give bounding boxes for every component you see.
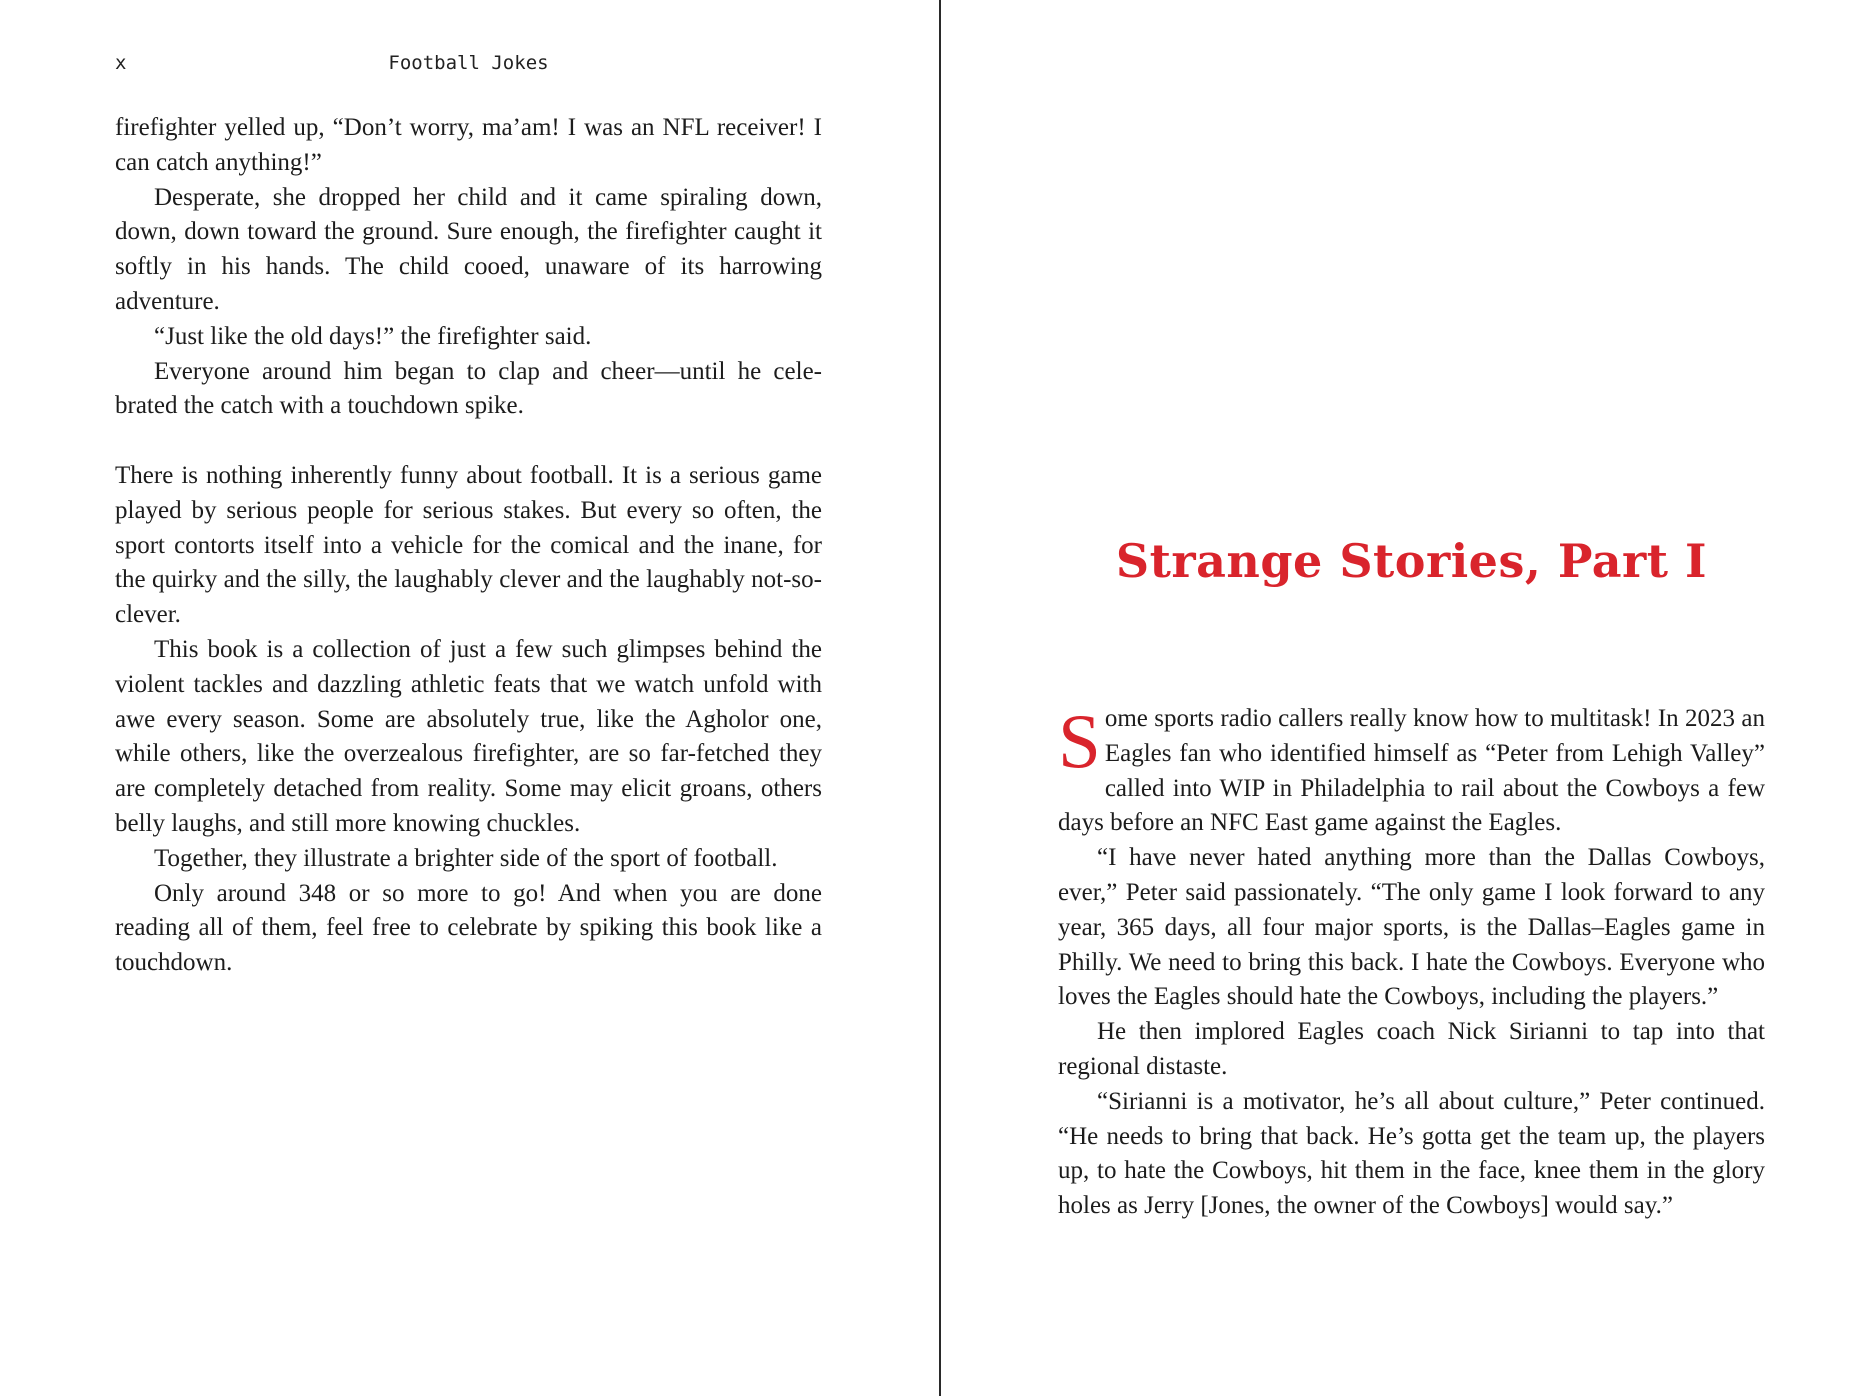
- paragraph: There is nothing inherently funny about football. It is a serious game played by serious people for serious stakes. But every so often, the sport contorts itself into a vehicle for the comical and the inane, for the quirky and the silly, the laughably clever and the laughably not-so-clever.: [115, 461, 822, 629]
- paragraph: Only around 348 or so more to go! And when you are done reading all of them, feel free to celebrate by spiking this book like a touchdown.: [115, 879, 822, 977]
- paragraph: He then implored Eagles coach Nick Sirianni to tap into that regional distaste.: [1058, 1018, 1765, 1080]
- drop-cap: S: [1058, 698, 1101, 784]
- right-page: [1058, 0, 1765, 1396]
- running-title: Football Jokes: [388, 52, 549, 74]
- page-number: x: [115, 52, 127, 74]
- paragraph: firefighter yelled up, “Don’t worry, ma’am! I was an NFL receiver! I can catch anything!”: [115, 114, 822, 176]
- paragraph: Desperate, she dropped her child and it came spiraling down, down, down toward the ground. Sure enough, the firefighter caught it softly in his hands. The child cooed, unaware of its harrowing adventure.: [115, 183, 822, 315]
- paragraph: “Just like the old days!” the firefighter said.: [154, 322, 592, 350]
- opening-paragraph: [1058, 698, 1765, 841]
- right-body-text: [1058, 698, 1765, 1224]
- paragraph: Everyone around him began to clap and cheer—until he celebrated the catch with a touchdown spike.: [115, 357, 822, 420]
- paragraph: This book is a collection of just a few such glimpses behind the violent tackles and dazzling athletic feats that we watch unfold with awe every season. Some are absolutely true, like the Agholor one, while others, like the overzealous firefighter, are so far-fetched they are completely detached from reality. Some may elicit groans, others belly laughs, and still more knowing chuckles.: [115, 635, 822, 837]
- running-head: [115, 52, 822, 78]
- left-page: [115, 0, 822, 1396]
- paragraph: “Sirianni is a motivator, he’s all about culture,” Peter continued. “He needs to bring that back. He’s gotta get the team up, the players up, to hate the Cowboys, hit them in the face, knee them in the glory holes as Jerry [Jones, the owner of the Cowboys] would say.”: [1058, 1087, 1765, 1220]
- paragraph: Together, they illustrate a brighter side of the sport of football.: [154, 844, 778, 872]
- paragraph: “I have never hated anything more than the Dallas Cowboys, ever,” Peter said passionately. “The only game I look forward to any year, 365 days, all four major sports, is the Dallas–Eagles game in Philly. We need to bring this back. I hate the Cowboys. Everyone who loves the Eagles should hate the Cowboys, including the players.”: [1058, 844, 1765, 1011]
- gutter-divider: [939, 0, 941, 1396]
- left-body-text: [115, 111, 822, 981]
- paragraph-text: ome sports radio callers really know how to multitask! In 2023 an Eagles fan who identified himself as “Peter from Lehigh Valley” called into WIP in Philadelphia to rail about the Cowboys a few days before an NFC East game against the Eagles.: [1058, 705, 1765, 837]
- chapter-title: Strange Stories, Part I: [1115, 534, 1708, 588]
